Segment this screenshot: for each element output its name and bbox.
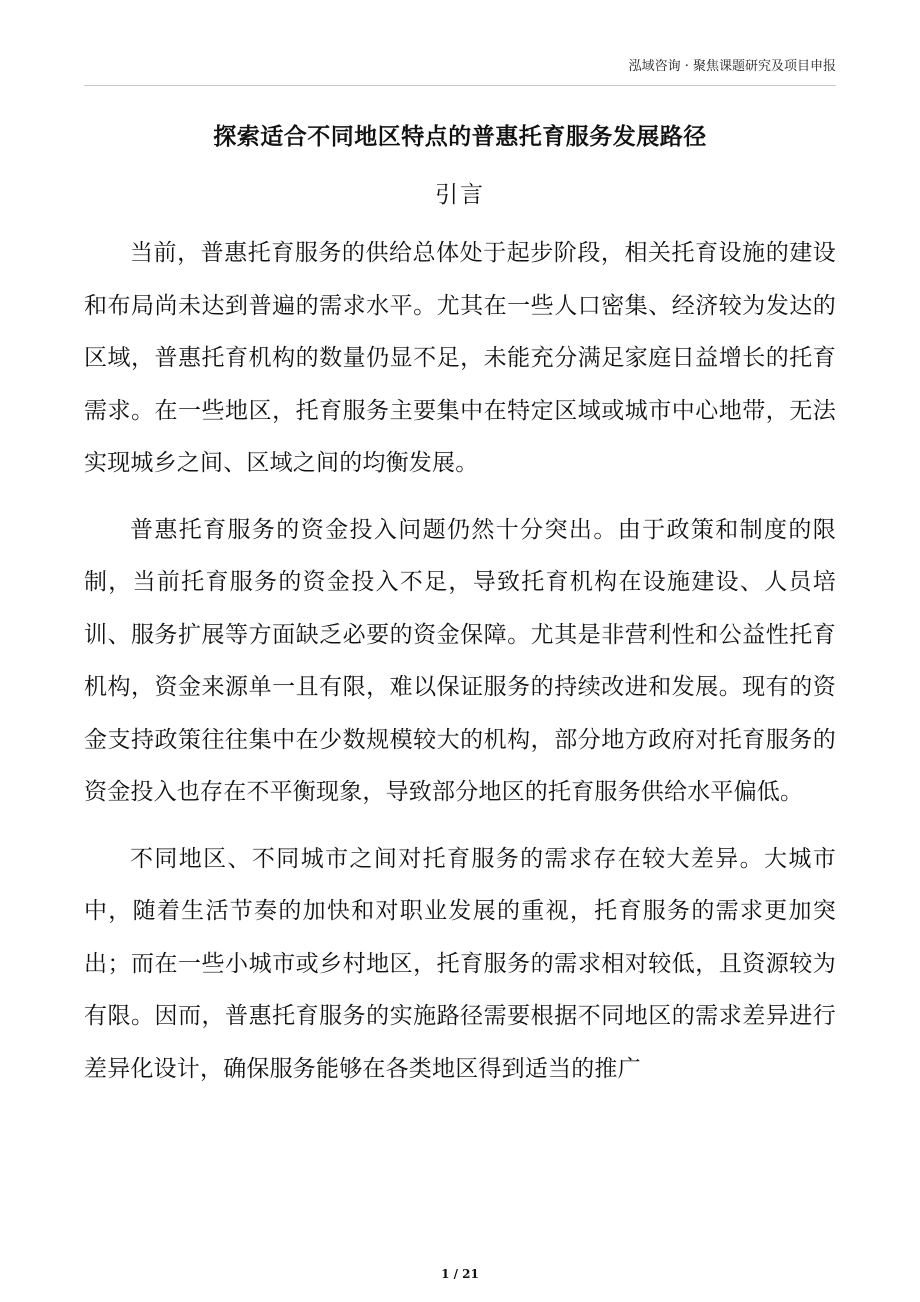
paragraph: 普惠托育服务的资金投入问题仍然十分突出。由于政策和制度的限制，当前托育服务的资金投入不足，导致托育机构在设施建设、人员培训、服务扩展等方面缺乏必要的资金保障。尤其是非营利性和公益性托育机构，资金来源单一且有限，难以保证服务的持续改进和发展。现有的资金支持政策往往集中在少数规模较大的机构，部分地方政府对托育服务的资金投入也存在不平衡现象，导致部分地区的托育服务供给水平偏低。 <box>84 516 836 805</box>
document-title: 探索适合不同地区特点的普惠托育服务发展路径 <box>213 124 707 150</box>
page-number: 1 / 21 <box>441 1267 479 1281</box>
body-text <box>84 227 836 1109</box>
paragraph: 不同地区、不同城市之间对托育服务的需求存在较大差异。大城市中，随着生活节奏的加快和对职业发展的重视，托育服务的需求更加突出；而在一些小城市或乡村地区，托育服务的需求相对较低，且资源较为有限。因而，普惠托育服务的实施路径需要根据不同地区的需求差异进行差异化设计，确保服务能够在各类地区得到适当的推广 <box>84 845 836 1082</box>
paragraph: 当前，普惠托育服务的供给总体处于起步阶段，相关托育设施的建设和布局尚未达到普遍的需求水平。尤其在一些人口密集、经济较为发达的区域，普惠托育机构的数量仍显不足，未能充分满足家庭日益增长的托育需求。在一些地区，托育服务主要集中在特定区域或城市中心地带，无法实现城乡之间、区域之间的均衡发展。 <box>84 240 836 476</box>
page-header-text: 泓域咨询 · 聚焦课题研究及项目申报 <box>628 59 836 74</box>
header-divider <box>84 85 836 86</box>
section-heading: 引言 <box>435 182 485 208</box>
